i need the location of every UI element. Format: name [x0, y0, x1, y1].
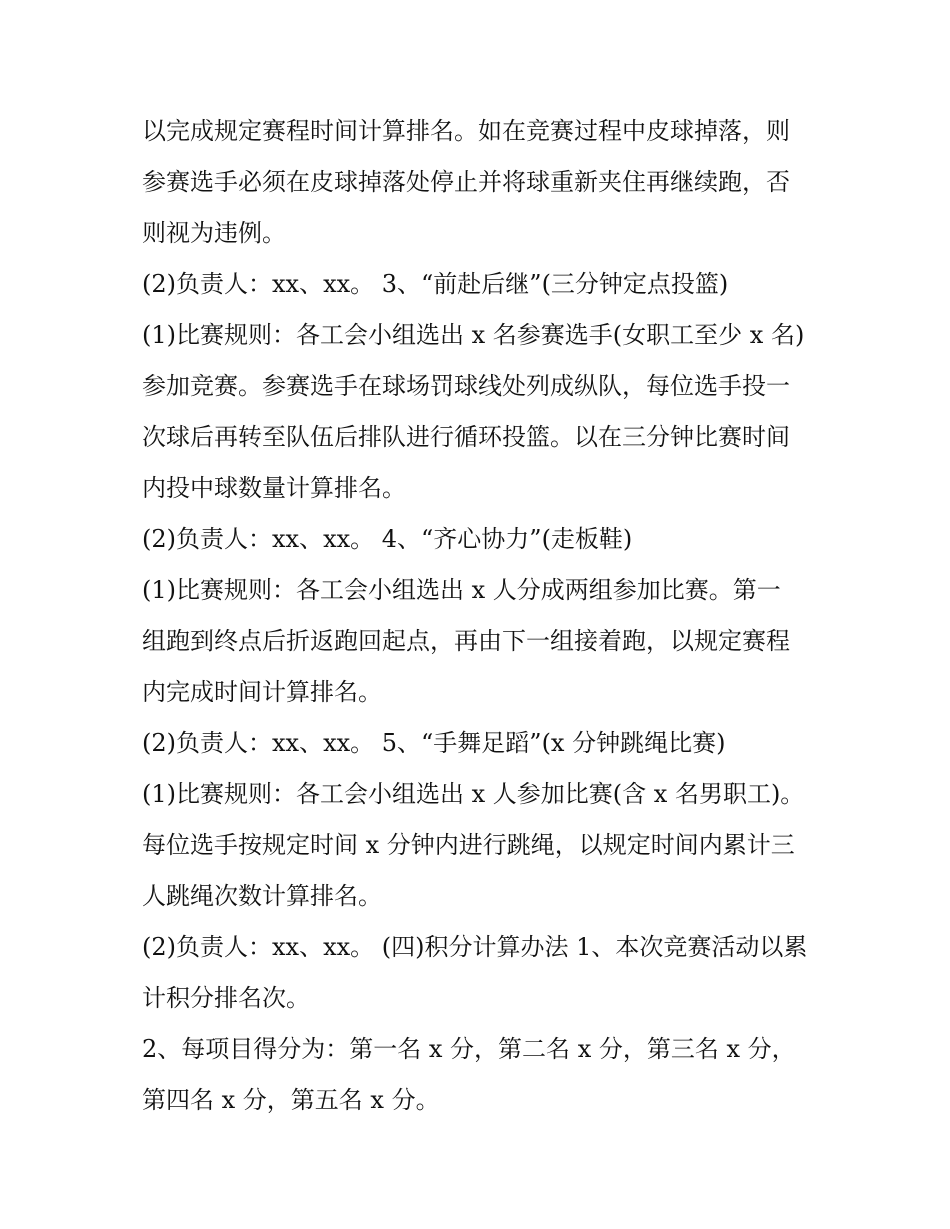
text-line: 参赛选手必须在皮球掉落处停止并将球重新夹住再继续跑，否 — [142, 168, 790, 196]
text-line: 参加竞赛。参赛选手在球场罚球线处列成纵队，每位选手投一 — [142, 372, 790, 400]
text-line: (2)负责人：xx、xx。 5、“手舞足蹈”(x 分钟跳绳比赛) — [142, 729, 726, 757]
text-line: 次球后再转至队伍后排队进行循环投篮。以在三分钟比赛时间 — [142, 423, 790, 451]
text-line: (1)比赛规则：各工会小组选出 x 名参赛选手(女职工至少 x 名) — [142, 321, 805, 349]
text-line: 则视为违例。 — [142, 219, 286, 247]
text-line: 内投中球数量计算排名。 — [142, 474, 406, 502]
text-line: 人跳绳次数计算排名。 — [142, 882, 382, 910]
text-line: (2)负责人：xx、xx。 4、“齐心协力”(走板鞋) — [142, 525, 633, 553]
text-line: 第四名 x 分，第五名 x 分。 — [142, 1086, 440, 1114]
text-line: 以完成规定赛程时间计算排名。如在竞赛过程中皮球掉落，则 — [142, 117, 790, 145]
text-line: 内完成时间计算排名。 — [142, 678, 382, 706]
text-line: (2)负责人：xx、xx。 (四)积分计算办法 1、本次竞赛活动以累 — [142, 933, 808, 961]
text-line: 每位选手按规定时间 x 分钟内进行跳绳，以规定时间内累计三 — [142, 831, 795, 859]
document-body — [142, 106, 822, 1126]
text-line: (1)比赛规则：各工会小组选出 x 人分成两组参加比赛。第一 — [142, 576, 781, 604]
text-line: (2)负责人：xx、xx。 3、“前赴后继”(三分钟定点投篮) — [142, 270, 729, 298]
text-line: (1)比赛规则：各工会小组选出 x 人参加比赛(含 x 名男职工)。 — [142, 780, 805, 808]
text-line: 组跑到终点后折返跑回起点，再由下一组接着跑，以规定赛程 — [142, 627, 790, 655]
text-line: 2、每项目得分为：第一名 x 分，第二名 x 分，第三名 x 分， — [142, 1035, 796, 1063]
text-line: 计积分排名次。 — [142, 984, 310, 1012]
